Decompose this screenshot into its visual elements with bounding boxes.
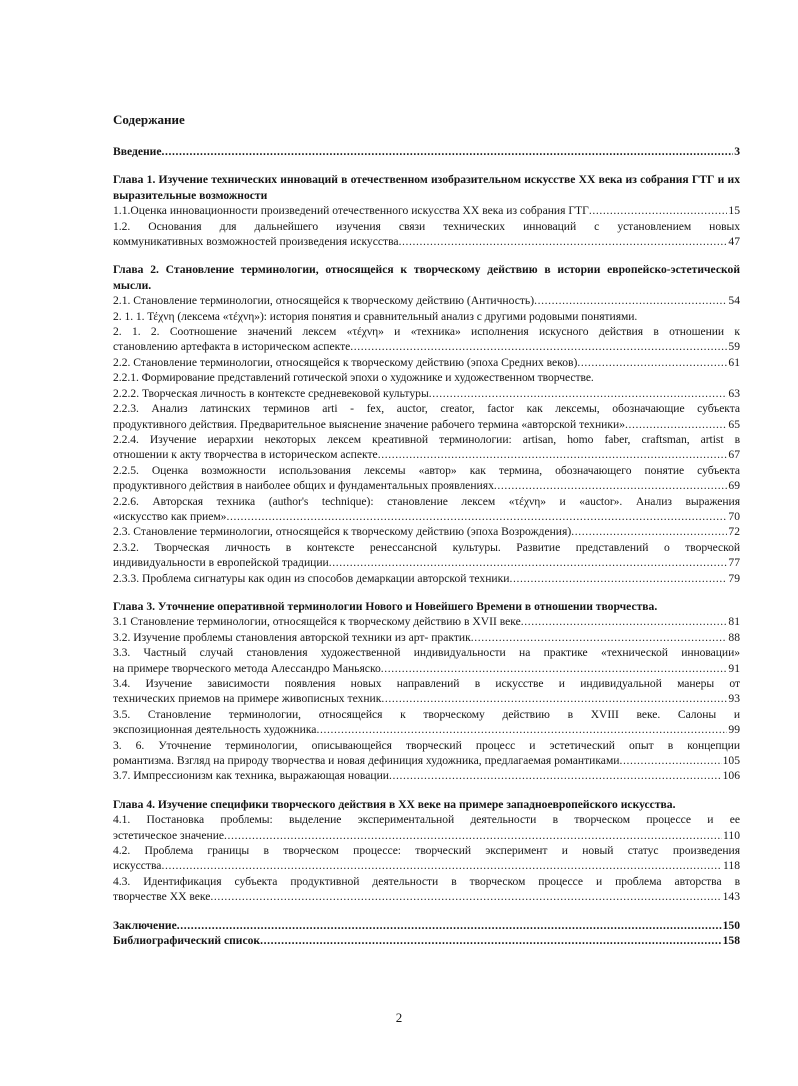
toc-entry-text: технических приемов на примере живописных техник <box>113 692 382 706</box>
chapter-title: Глава 2. Становление терминологии, относящейся к творческому действию в истории европейско-эстетической мысли. <box>113 263 740 292</box>
leader-dots <box>210 889 721 904</box>
toc-entry-text: 2.2.1. Формирование представлений готической эпохи о художнике и художественном творчестве. <box>113 371 594 385</box>
toc-page: 72 <box>728 525 740 539</box>
toc-page: 79 <box>728 571 740 585</box>
toc-entry <box>113 571 740 586</box>
toc-entry <box>113 293 740 308</box>
toc-page: 67 <box>728 448 740 462</box>
leader-dots <box>224 828 722 843</box>
toc-page: 61 <box>728 355 740 369</box>
toc-entry-text: на примере творческого метода Алессандро Маньяско <box>113 661 381 675</box>
leader-dots <box>521 614 728 629</box>
leader-dots <box>378 447 728 462</box>
table-of-contents <box>113 112 740 949</box>
toc-entry-text: 3.5. Становление терминологии, относящейся к творческому действию в XVIII веке. Салоны и <box>113 707 740 721</box>
toc-entry-text: 2. 1. 1. Τέχνη (лексема «τέχνη»): история понятия и сравнительный анализ с другими родовыми понятиями. <box>113 309 638 323</box>
toc-entry-text: 3.4. Изучение зависимости появления новых направлений в искусстве и индивидуальной манеры от <box>113 677 740 690</box>
toc-entry-text: 2.3.3. Проблема сигнатуры как один из способов демаркации авторской техники <box>113 571 510 585</box>
toc-entry-text: 2. 1. 2. Соотношение значений лексем «τέχνη» и «техника» исполнения искусного действия в отношении к <box>113 325 740 339</box>
chapter-title: Глава 3. Уточнение оперативной терминологии Нового и Новейшего Времени в отношении творчества. <box>113 599 658 613</box>
toc-entry-text: 3.1 Становление терминологии, относящейся к творческому действию в XVII веке <box>113 615 521 629</box>
leader-dots <box>260 933 722 948</box>
toc-entry-text: 2.1. Становление терминологии, относящейся к творческому действию (Античность) <box>113 294 535 308</box>
toc-entry <box>113 339 740 354</box>
toc-page: 81 <box>728 615 740 629</box>
toc-entry-text: становлению артефакта в историческом аспекте <box>113 340 351 354</box>
toc-entry <box>113 828 740 843</box>
toc-entry <box>113 691 740 706</box>
toc-page: 54 <box>728 294 740 308</box>
toc-entry-text: творчестве XX веке <box>113 890 211 904</box>
leader-dots <box>571 524 727 539</box>
toc-entry-text: 2.2.5. Оценка возможности использования лексемы «автор» как термина, обозначающего понятие субъекта <box>113 463 740 477</box>
leader-dots <box>389 768 722 783</box>
leader-dots <box>619 753 721 768</box>
toc-entry-text: эстетическое значение <box>113 828 225 842</box>
leader-dots <box>494 478 728 493</box>
toc-entry <box>113 858 740 873</box>
toc-entry-text: 2.3.2. Творческая личность в контексте ренессансной культуры. Развитие представлений о творческой <box>113 540 740 554</box>
toc-page: 88 <box>728 630 740 644</box>
leader-dots <box>162 144 734 159</box>
toc-entry <box>113 355 740 370</box>
toc-label: Библиографический список <box>113 934 261 948</box>
leader-dots <box>226 509 727 524</box>
toc-entry <box>113 386 740 401</box>
toc-page: 110 <box>723 828 740 842</box>
leader-dots <box>161 858 722 873</box>
toc-entry-text: 4.3. Идентификация субъекта продуктивной деятельности в творческом процессе и проблема авторства в <box>113 874 740 888</box>
toc-entry <box>113 753 740 768</box>
leader-dots <box>329 555 728 570</box>
toc-entry <box>113 417 740 432</box>
chapter-title: Глава 1. Изучение технических инноваций в отечественном изобразительном искусстве XX века из собрания ГТГ и их выразительные возможности <box>113 173 740 202</box>
leader-dots <box>177 918 722 933</box>
toc-entry-text: искусства <box>113 859 162 873</box>
toc-label: Введение <box>113 145 162 158</box>
leader-dots <box>589 203 728 218</box>
toc-page: 118 <box>723 859 740 873</box>
toc-page: 158 <box>722 934 740 948</box>
toc-entry-text: 3. 6. Уточнение терминологии, описывающейся творческий процесс и эстетический опыт в концепции <box>113 738 740 752</box>
toc-entry <box>113 447 740 462</box>
toc-entry <box>113 614 740 629</box>
toc-page: 105 <box>722 754 740 768</box>
page-title: Содержание <box>113 112 185 127</box>
toc-entry-text: 2.2. Становление терминологии, относящейся к творческому действию (эпоха Средних веков) <box>113 355 578 369</box>
toc-conclusion <box>113 918 740 933</box>
leader-dots <box>350 339 727 354</box>
toc-entry-text: 2.2.2. Творческая личность в контексте средневековой культуры <box>113 386 429 400</box>
toc-entry-text: продуктивного действия в наиболее общих и фундаментальных проявлениях <box>113 479 494 493</box>
toc-entry-text: 1.2. Основания для дальнейшего изучения связи технических инноваций с установлением новых <box>113 219 740 233</box>
leader-dots <box>381 691 727 706</box>
toc-entry <box>113 555 740 570</box>
toc-page: 91 <box>728 661 740 675</box>
toc-entry-text: коммуникативных возможностей произведения искусства <box>113 235 399 249</box>
toc-entry-text: 3.2. Изучение проблемы становления авторской техники из арт- практик <box>113 630 471 644</box>
toc-entry <box>113 889 740 904</box>
leader-dots <box>429 386 728 401</box>
toc-entry-text: 2.3. Становление терминологии, относящейся к творческому действию (эпоха Возрождения) <box>113 525 572 539</box>
toc-label: Заключение <box>113 918 177 932</box>
leader-dots <box>577 355 727 370</box>
leader-dots <box>471 630 728 645</box>
toc-entry-text: «искусство как прием» <box>113 509 227 523</box>
toc-entry-text: 4.2. Проблема границы в творческом процессе: творческий эксперимент и новый статус произведения <box>113 844 740 858</box>
toc-entry-text: продуктивного действия. Предварительное выяснение значение рабочего термина «авторской техники» <box>113 417 625 431</box>
toc-page: 70 <box>728 509 740 523</box>
toc-entry-text: 2.2.3. Анализ латинских терминов arti - fex, auctor, creator, factor как лексемы, обозначающие субъекта <box>113 402 740 416</box>
toc-page: 3 <box>734 145 740 158</box>
toc-page: 143 <box>722 890 740 904</box>
toc-entry-text: отношении к акту творчества в историческом аспекте <box>113 448 378 462</box>
leader-dots <box>316 722 727 737</box>
toc-page: 47 <box>728 235 740 249</box>
toc-entry <box>113 630 740 645</box>
toc-entry <box>113 661 740 676</box>
leader-dots <box>625 417 727 432</box>
leader-dots <box>399 234 728 249</box>
toc-entry <box>113 234 740 249</box>
toc-page: 106 <box>722 769 740 783</box>
toc-entry-text: 2.2.6. Авторская техника (author's technique): становление лексем «τέχνη» и «auctor». Анализ выражения <box>113 494 740 508</box>
toc-page: 150 <box>722 918 740 932</box>
toc-page: 59 <box>728 340 740 354</box>
toc-page: 93 <box>728 692 740 706</box>
chapters-list <box>113 172 740 917</box>
toc-entry-text: 1.1.Оценка инновационности произведений отечественного искусства XX века из собрания ГТГ <box>113 204 589 218</box>
leader-dots <box>509 571 727 586</box>
toc-entry-text: романтизма. Взгляд на природу творчества и новая дефиниция художника, предлагаемая романтиками <box>113 754 620 768</box>
toc-entry-text: 2.2.4. Изучение иерархии некоторых лексем креативной терминологии: artisan, homo faber, craftsman, artist в <box>113 432 740 446</box>
toc-page: 63 <box>728 386 740 400</box>
toc-bibliography <box>113 933 740 948</box>
toc-intro <box>113 144 740 159</box>
leader-dots <box>534 293 727 308</box>
toc-entry-text: экспозиционная деятельность художника <box>113 723 317 737</box>
toc-entry-text: 3.3. Частный случай становления художественной индивидуальности на практике «технической инновации» <box>113 646 740 660</box>
chapter-title: Глава 4. Изучение специфики творческого действия в XX веке на примере западноевропейского искусства. <box>113 797 676 811</box>
leader-dots <box>381 661 728 676</box>
toc-entry <box>113 722 740 737</box>
toc-entry <box>113 478 740 493</box>
toc-page: 65 <box>728 417 740 431</box>
toc-page: 99 <box>728 723 740 737</box>
toc-entry <box>113 203 740 218</box>
toc-entry-text: 3.7. Импрессионизм как техника, выражающая новации <box>113 769 389 783</box>
toc-entry <box>113 524 740 539</box>
toc-page: 77 <box>728 556 740 570</box>
toc-entry <box>113 768 740 783</box>
toc-page: 15 <box>728 204 740 218</box>
page-number: 2 <box>395 1010 403 1025</box>
toc-page: 69 <box>728 479 740 493</box>
toc-entry-text: индивидуальности в европейской традиции <box>113 556 329 570</box>
toc-entry <box>113 509 740 524</box>
toc-entry-text: 4.1. Постановка проблемы: выделение экспериментальной деятельности в творческом процессе и ее <box>113 813 740 827</box>
